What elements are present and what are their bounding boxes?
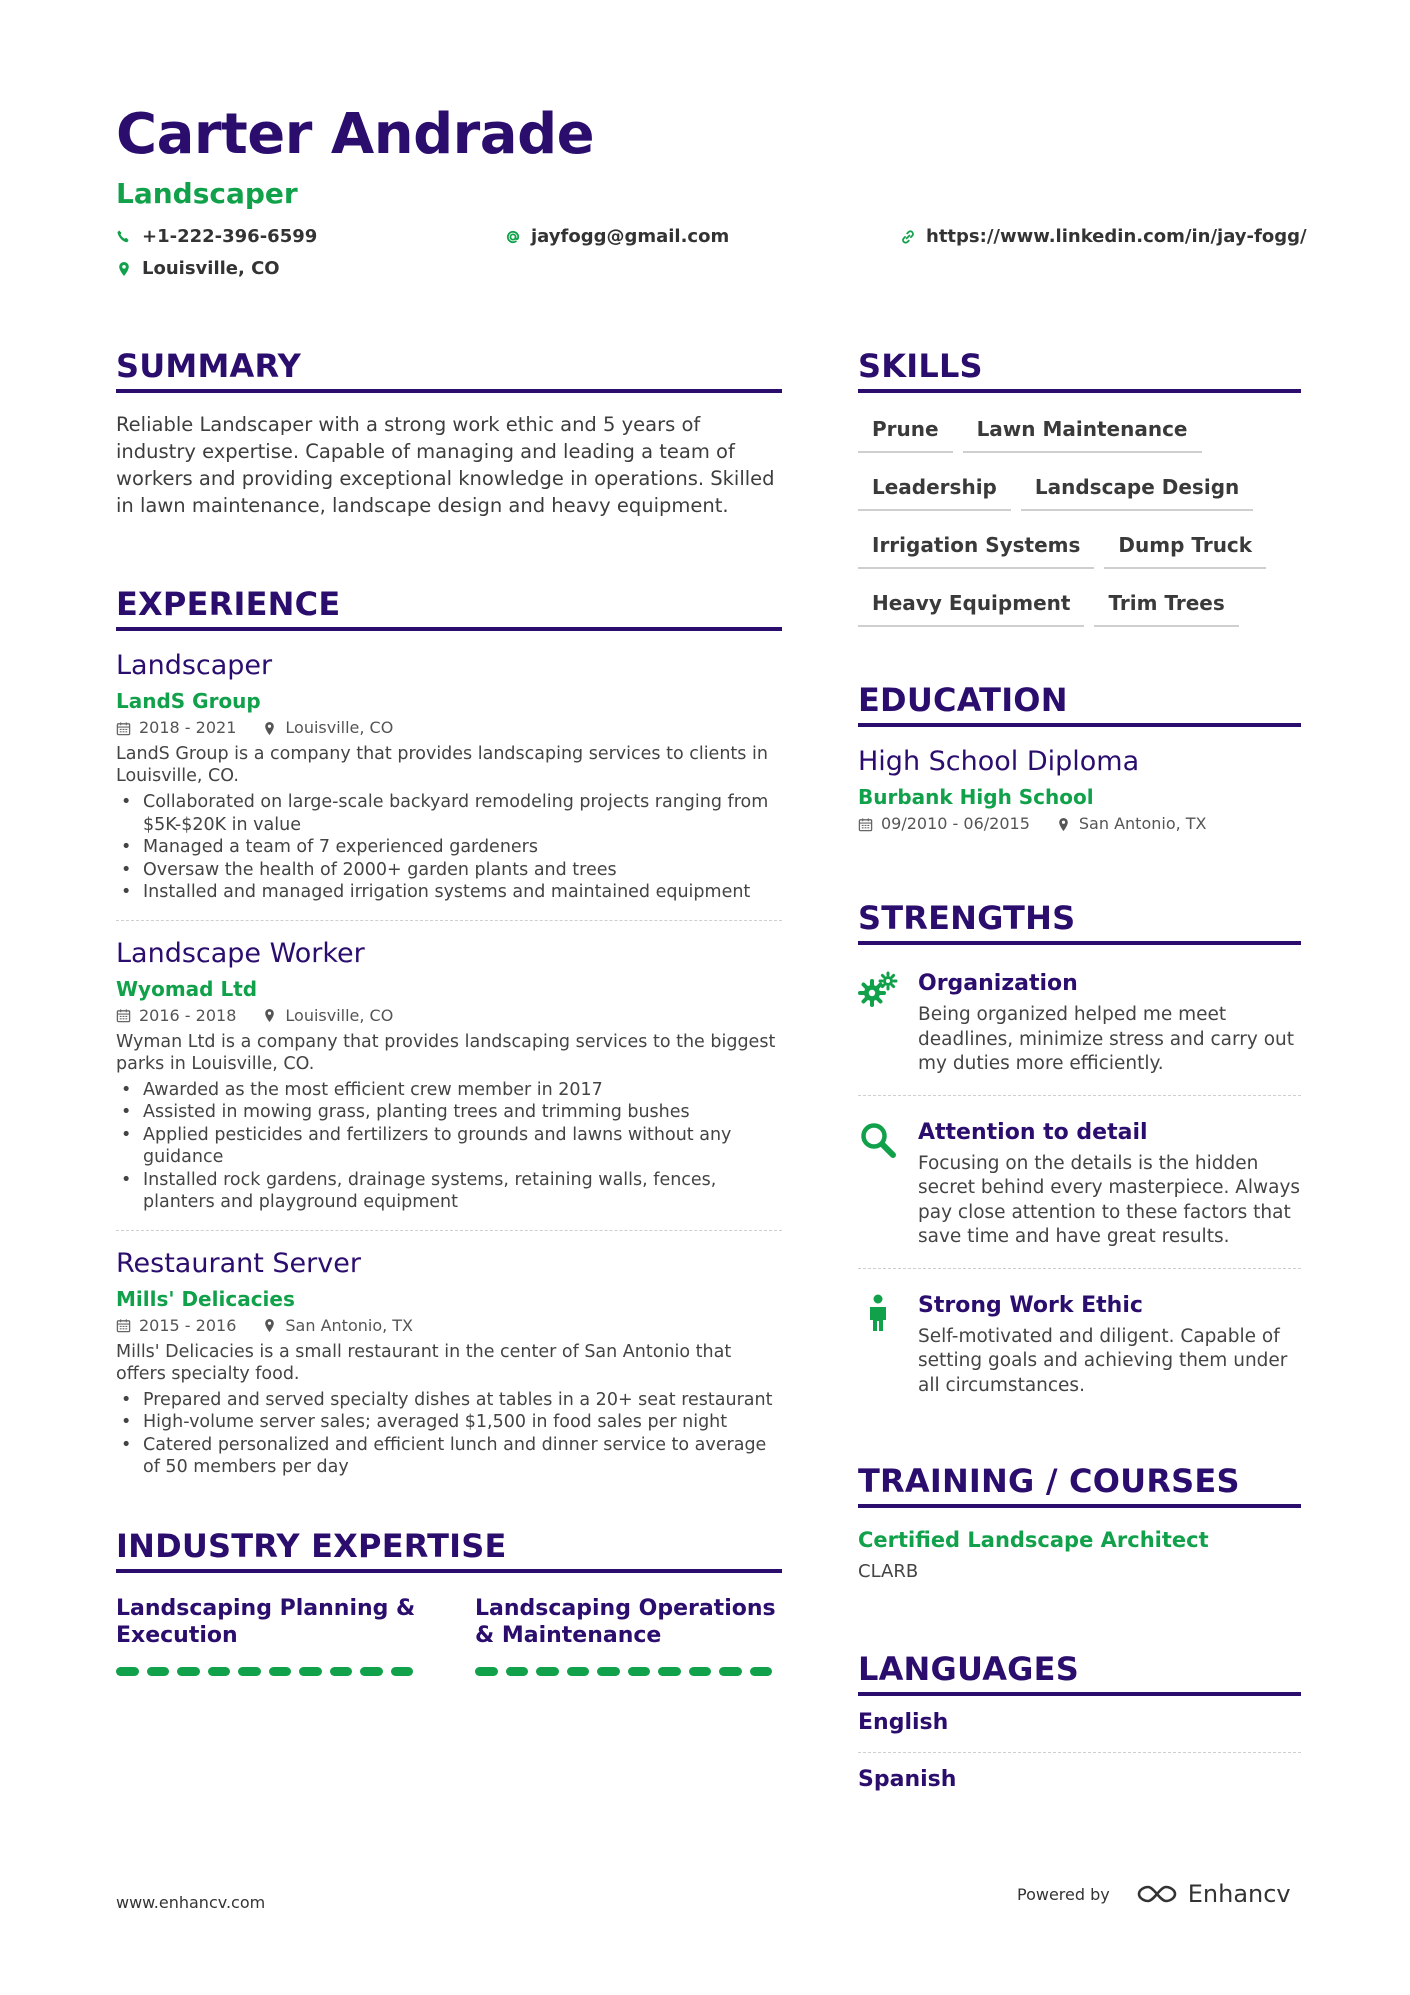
expertise-level-segment: [475, 1667, 498, 1676]
job-dates-text: 2018 - 2021: [139, 718, 237, 737]
calendar-icon: [116, 721, 131, 736]
expertise-heading: INDUSTRY EXPERTISE: [116, 1525, 782, 1573]
expertise-level-segment: [506, 1667, 529, 1676]
strength-body: [918, 1291, 1301, 1399]
education-school: Burbank High School: [858, 785, 1094, 809]
achievement-item: • High-volume server sales; averaged $1,500 in food sales per night: [116, 1411, 782, 1434]
expertise-level-segment: [238, 1667, 261, 1676]
expertise-level-segment: [719, 1667, 742, 1676]
education-heading: EDUCATION: [858, 679, 1301, 727]
company-name: Wyomad Ltd: [116, 976, 258, 1001]
phone-icon: [116, 229, 132, 245]
language-item: Spanish: [858, 1767, 957, 1792]
link-icon: [900, 229, 916, 245]
footer-website[interactable]: www.enhancv.com: [116, 1893, 266, 1912]
experience-list: [116, 649, 782, 1495]
location-pin-icon: [262, 1008, 277, 1023]
experience-item: [116, 649, 782, 921]
left-column: [116, 345, 782, 1676]
candidate-title: Landscaper: [116, 177, 298, 210]
expertise-section: [116, 1525, 782, 1676]
achievement-list: [116, 791, 782, 904]
skills-list: [858, 409, 1301, 627]
contact-info: [116, 220, 1316, 290]
job-dates: [116, 717, 236, 739]
expertise-level-segment: [658, 1667, 681, 1676]
education-meta: [858, 813, 1301, 835]
job-dates: [116, 1315, 236, 1337]
job-dates: [116, 1005, 236, 1027]
achievement-item: • Assisted in mowing grass, planting trees and trimming bushes: [116, 1101, 782, 1124]
expertise-level-segment: [689, 1667, 712, 1676]
education-dates: [858, 813, 1030, 835]
strength-description: Self-motivated and diligent. Capable of setting goals and achieving them under all circumstances.: [918, 1325, 1288, 1396]
expertise-level-segment: [628, 1667, 651, 1676]
achievement-item: • Prepared and served specialty dishes at tables in a 20+ seat restaurant: [116, 1389, 782, 1412]
expertise-level-bar: [475, 1667, 778, 1676]
training-heading: TRAINING / COURSES: [858, 1460, 1301, 1508]
achievement-item: • Installed rock gardens, drainage systems, retaining walls, fences, planters and playground equipment: [116, 1169, 782, 1214]
skill-tag: Leadership: [858, 467, 1011, 511]
powered-by-text: Powered by: [1017, 1884, 1110, 1904]
expertise-level-segment: [360, 1667, 383, 1676]
job-location: [262, 1315, 413, 1337]
achievement-item: • Managed a team of 7 experienced gardeners: [116, 836, 782, 859]
job-location: [262, 1005, 393, 1027]
strength-item: [858, 1108, 1301, 1269]
experience-item: [116, 1247, 782, 1495]
expertise-level-segment: [208, 1667, 231, 1676]
location-contact: [116, 258, 280, 279]
footer-branding: [1017, 1880, 1291, 1908]
enhancv-logo-icon: [1134, 1882, 1180, 1906]
phone-contact: [116, 226, 317, 247]
right-column: [858, 345, 1301, 1809]
expertise-level-segment: [330, 1667, 353, 1676]
job-location-text: San Antonio, TX: [285, 1315, 414, 1335]
strengths-section: [858, 897, 1301, 1416]
linkedin-contact: [900, 226, 1307, 247]
email-address[interactable]: jayfogg@gmail.com: [531, 226, 730, 247]
location-pin-icon: [1056, 817, 1071, 832]
calendar-icon: [858, 817, 873, 832]
job-dates-text: 2015 - 2016: [139, 1315, 237, 1335]
gears-icon: [858, 969, 902, 1077]
education-dates-text: 09/2010 - 06/2015: [881, 814, 1030, 833]
expertise-level-segment: [391, 1667, 414, 1676]
magnifier-icon: [858, 1118, 902, 1250]
strength-item: [858, 959, 1301, 1096]
linkedin-url[interactable]: https://www.linkedin.com/in/jay-fogg/: [926, 226, 1307, 247]
strengths-heading: STRENGTHS: [858, 897, 1301, 945]
expertise-item: [475, 1595, 778, 1676]
strength-description: Focusing on the details is the hidden secret behind every masterpiece. Always pay close attention to these factors that save time and have great results.: [918, 1152, 1301, 1247]
company-name: Mills' Delicacies: [116, 1286, 295, 1311]
expertise-name: Landscaping Planning & Execution: [116, 1595, 416, 1648]
experience-heading: EXPERIENCE: [116, 583, 782, 631]
location-pin-icon: [116, 261, 132, 277]
expertise-level-segment: [116, 1667, 139, 1676]
summary-section: [116, 345, 782, 519]
enhancv-logo[interactable]: [1134, 1880, 1291, 1908]
achievement-item: • Installed and managed irrigation systems and maintained equipment: [116, 881, 782, 904]
skill-tag: Dump Truck: [1104, 525, 1266, 569]
person-icon: [858, 1291, 902, 1399]
achievement-list: [116, 1079, 782, 1214]
achievement-item: • Oversaw the health of 2000+ garden plants and trees: [116, 859, 782, 882]
enhancv-brand-text: Enhancv: [1187, 1880, 1291, 1908]
expertise-level-segment: [299, 1667, 322, 1676]
company-name: LandS Group: [116, 689, 261, 713]
at-icon: [505, 229, 521, 245]
resume-header: [116, 100, 1316, 290]
achievement-list: [116, 1389, 782, 1479]
job-location: [262, 717, 393, 739]
education-location-text: San Antonio, TX: [1078, 814, 1207, 833]
achievement-item: • Collaborated on large-scale backyard remodeling projects ranging from $5K-$20K in value: [116, 791, 782, 836]
expertise-level-segment: [147, 1667, 170, 1676]
strength-description: Being organized helped me meet deadlines, minimize stress and carry out my duties more efficiently.: [918, 1004, 1294, 1074]
summary-text: Reliable Landscaper with a strong work ethic and 5 years of industry expertise. Capable of managing and leading a team of workers and providing exceptional knowledge in operations. Skilled in lawn maintenance, landscape design and heavy equipment.: [116, 413, 775, 517]
job-location-text: Louisville, CO: [285, 1005, 394, 1025]
company-description: Wyman Ltd is a company that provides landscaping services to the biggest parks in Louisville, CO.: [116, 1031, 776, 1074]
languages-list: [858, 1696, 1301, 1809]
calendar-icon: [116, 1008, 131, 1023]
strength-body: [918, 1118, 1301, 1250]
job-meta: [116, 717, 782, 739]
skills-heading: SKILLS: [858, 345, 1301, 393]
strengths-list: [858, 959, 1301, 1416]
strength-title: Attention to detail: [918, 1119, 1148, 1145]
expertise-level-segment: [177, 1667, 200, 1676]
job-title: Landscape Worker: [116, 937, 365, 969]
expertise-level-bar: [116, 1667, 419, 1676]
course-name: Certified Landscape Architect: [858, 1528, 1209, 1552]
phone-number[interactable]: +1-222-396-6599: [142, 226, 318, 247]
skill-tag: Trim Trees: [1094, 583, 1238, 627]
job-location-text: Louisville, CO: [285, 718, 394, 737]
experience-item: [116, 937, 782, 1231]
job-meta: [116, 1315, 782, 1337]
language-item: English: [858, 1696, 1301, 1753]
expertise-level-segment: [750, 1667, 773, 1676]
experience-section: [116, 583, 782, 1495]
achievement-item: • Catered personalized and efficient lunch and dinner service to average of 50 members per day: [116, 1434, 782, 1479]
company-description: Mills' Delicacies is a small restaurant in the center of San Antonio that offers specialty food.: [116, 1341, 732, 1384]
expertise-level-segment: [597, 1667, 620, 1676]
course-organization: CLARB: [858, 1561, 919, 1582]
location-pin-icon: [262, 721, 277, 736]
skill-tag: Heavy Equipment: [858, 583, 1084, 627]
strength-title: Strong Work Ethic: [918, 1292, 1143, 1318]
expertise-name: Landscaping Operations & Maintenance: [475, 1595, 776, 1648]
achievement-item: • Awarded as the most efficient crew member in 2017: [116, 1079, 782, 1102]
strength-body: [918, 969, 1301, 1077]
strength-item: [858, 1281, 1301, 1417]
expertise-level-segment: [567, 1667, 590, 1676]
calendar-icon: [116, 1318, 131, 1333]
location-text: Louisville, CO: [142, 258, 280, 279]
job-title: Landscaper: [116, 650, 273, 681]
expertise-level-segment: [269, 1667, 292, 1676]
job-meta: [116, 1005, 782, 1027]
location-pin-icon: [262, 1318, 277, 1333]
skill-tag: Irrigation Systems: [858, 525, 1094, 569]
skill-tag: Landscape Design: [1021, 467, 1253, 511]
languages-section: [858, 1648, 1301, 1809]
expertise-item: [116, 1595, 419, 1676]
job-title: Restaurant Server: [116, 1247, 361, 1279]
achievement-item: • Applied pesticides and fertilizers to grounds and lawns without any guidance: [116, 1124, 782, 1169]
email-contact: [505, 226, 729, 247]
education-location: [1056, 813, 1207, 835]
skill-tag: Lawn Maintenance: [963, 409, 1202, 453]
languages-heading: LANGUAGES: [858, 1648, 1301, 1696]
education-section: [858, 679, 1301, 835]
job-dates-text: 2016 - 2018: [139, 1005, 237, 1025]
skill-tag: Prune: [858, 409, 953, 453]
training-section: [858, 1460, 1301, 1584]
expertise-list: [116, 1595, 782, 1676]
education-degree: High School Diploma: [858, 746, 1140, 777]
expertise-level-segment: [536, 1667, 559, 1676]
strength-title: Organization: [918, 971, 1078, 996]
summary-heading: SUMMARY: [116, 345, 782, 393]
skills-section: [858, 345, 1301, 627]
candidate-name: Carter Andrade: [116, 102, 595, 167]
company-description: LandS Group is a company that provides landscaping services to clients in Louisville, CO.: [116, 744, 768, 786]
